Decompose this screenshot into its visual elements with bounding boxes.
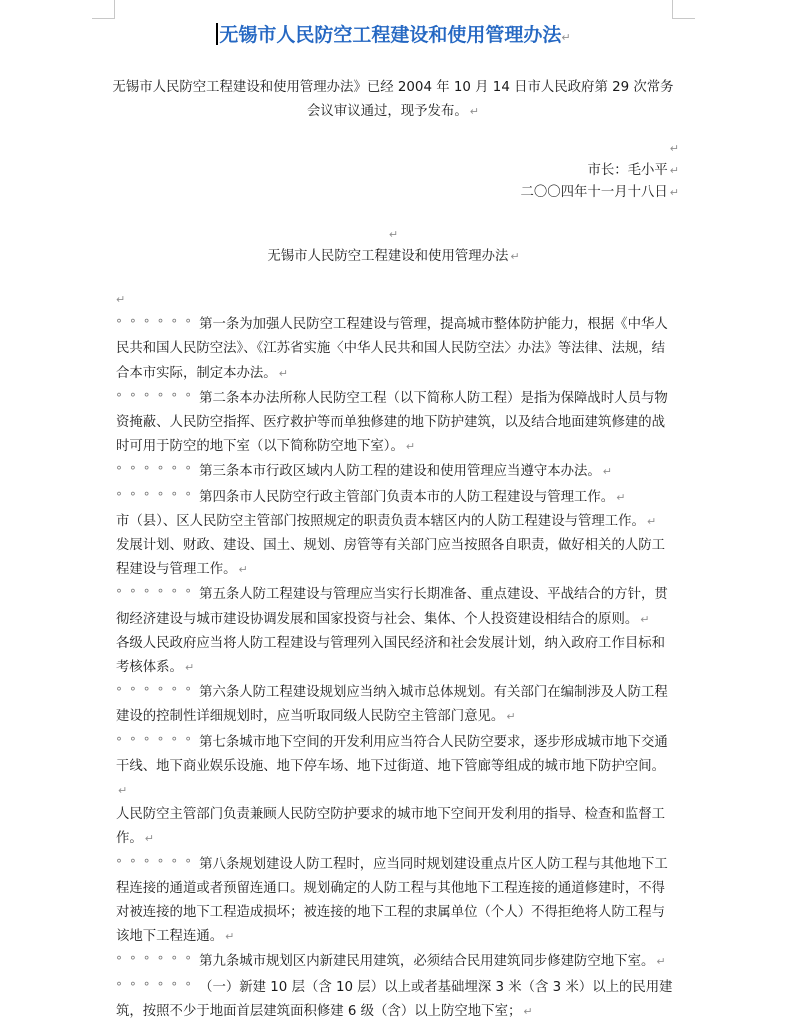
paragraph-mark: ↵ [523,1004,533,1018]
paragraph-mark: ↵ [656,955,666,969]
page-corner-mark-left [92,0,115,19]
paragraph-text: 市（县）、区人民防空主管部门按照规定的职责负责本辖区内的人防工程建设与管理工作。 [116,513,645,529]
paragraph-text: 第二条本办法所称人民防空工程（以下简称人防工程）是指为保障战时人员与物资掩蔽、人民防空指挥、医疗救护等而单独修建的地下防护建筑，以及结合地面建筑修建的战时可用于防空的地下室（以下简称防空地下室）。 [116,390,668,455]
empty-paragraph[interactable] [116,288,676,312]
paragraph-mark: ↵ [225,930,235,944]
paragraph-text: 发展计划、财政、建设、国土、规划、房管等有关部门应当按照各自职责，做好相关的人防工程建设与管理工作。 [116,538,666,578]
article-4-clause-3[interactable] [116,534,676,582]
paragraph-mark: ↵ [278,366,288,380]
paragraph-text: 人民防空主管部门负责兼顾人民防空防护要求的城市地下空间开发利用的指导、检查和监督工作。 [116,807,666,847]
article-2[interactable] [116,386,676,460]
signature: 市长：毛小平 [587,163,668,178]
paragraph-mark: ↵ [510,250,520,263]
article-9-item-1[interactable] [116,975,676,1024]
indent-marks: ° ° ° ° ° ° [116,489,194,504]
paragraph-text: 第五条人防工程建设与管理应当实行长期准备、重点建设、平战结合的方针，贯彻经济建设与城市建设协调发展和国家投资与社会、集体、个人投资建设相结合的原则。 [116,587,668,627]
paragraph-mark: ↵ [405,440,416,454]
article-3[interactable] [116,459,676,484]
article-5[interactable] [116,582,676,631]
intro-paragraph[interactable] [112,76,674,124]
paragraph-mark: ↵ [116,293,126,306]
paragraph-text: 各级人民政府应当将人防工程建设与管理列入国民经济和社会发展计划，纳入政府工作目标和考核体系。 [116,635,666,676]
indent-marks: ° ° ° ° ° ° [116,390,194,405]
document-subtitle: 无锡市人民防空工程建设和使用管理办法 [267,249,509,264]
article-4[interactable] [116,485,676,510]
paragraph-text: 第四条市人民防空行政主管部门负责本市的人防工程建设与管理工作。 [199,489,615,505]
paragraph-mark: ↵ [238,563,248,577]
indent-marks: ° ° ° ° ° ° [116,685,194,700]
date-line[interactable] [520,182,679,204]
indent-marks: ° ° ° ° ° ° [116,856,194,871]
paragraph-mark: ↵ [388,228,399,241]
article-6[interactable] [116,680,676,729]
paragraph-text: 第一条为加强人民防空工程建设与管理，提高城市整体防护能力，根据《中华人民共和国人民防空法》、《江苏省实施〈中华人民共和国人民防空法〉办法》等法律、法规，结合本市实际，制定本办法。 [116,317,668,381]
paragraph-mark: ↵ [561,31,571,44]
empty-paragraph[interactable] [0,224,787,246]
subtitle-line[interactable] [0,246,787,268]
paragraph-mark: ↵ [640,612,650,626]
paragraph-mark: ↵ [669,186,679,199]
indent-marks: ° ° ° ° ° ° [116,464,194,479]
paragraph-mark: ↵ [602,465,613,479]
signature-line[interactable] [587,160,679,182]
document-title[interactable]: 无锡市人民防空工程建设和使用管理办法 [219,24,562,46]
paragraph-text: 第七条城市地下空间的开发利用应当符合人民防空要求，逐步形成城市地下交通干线、地下商业娱乐设施、地下停车场、地下过街道、地下管廊等组成的城市地下防护空间。 [116,734,668,774]
paragraph-mark: ↵ [184,661,195,675]
article-9[interactable] [116,949,676,974]
indent-marks: ° ° ° ° ° ° [116,954,194,969]
paragraph-mark: ↵ [669,164,679,177]
paragraph-text: （一）新建 10 层（含 10 层）以上或者基础埋深 3 米（含 3 米）以上的民用建筑，按照不少于地面首层建筑面积修建 6 级（含）以上防空地下室； [116,979,673,1019]
article-7-clause-2[interactable] [116,803,676,851]
paragraph-mark: ↵ [616,490,626,504]
intro-text: 无锡市人民防空工程建设和使用管理办法》已经 2004 年 10 月 14 日市人民政府第 29 次常务会议审议通过，现予发布。 [112,80,674,119]
article-4-clause-2[interactable] [116,510,676,534]
paragraph-mark: ↵ [646,514,657,528]
document-title-line [0,20,787,53]
paragraph-mark: ↵ [669,142,679,155]
article-8[interactable] [116,852,676,950]
document-body [116,288,676,1024]
paragraph-mark: ↵ [144,832,154,846]
paragraph-text: 第六条人防工程建设规划应当纳入城市总体规划。有关部门在编制涉及人防工程建设的控制性详细规划时，应当听取同级人民防空主管部门意见。 [116,685,668,725]
paragraph-text: 第九条城市规划区内新建民用建筑，必须结合民用建筑同步修建防空地下室。 [199,954,655,970]
article-7[interactable] [116,730,676,804]
indent-marks: ° ° ° ° ° ° [116,587,194,602]
issue-date: 二〇〇四年十一月十八日 [520,185,668,200]
article-1[interactable] [116,312,676,386]
page-corner-mark-right [672,0,695,19]
empty-paragraph[interactable] [670,138,679,160]
indent-marks: ° ° ° ° ° ° [116,979,194,994]
indent-marks: ° ° ° ° ° ° [116,317,194,332]
paragraph-mark: ↵ [469,105,479,118]
article-5-clause-2[interactable] [116,632,676,680]
indent-marks: ° ° ° ° ° ° [116,734,194,749]
paragraph-mark: ↵ [506,710,516,724]
paragraph-text: 第三条本市行政区域内人防工程的建设和使用管理应当遵守本办法。 [199,464,601,480]
paragraph-mark: ↵ [118,784,128,798]
paragraph-text: 第八条规划建设人防工程时，应当同时规划建设重点片区人防工程与其他地下工程连接的通道或者预留连通口。规划确定的人防工程与其他地下工程连接的通道修建时，不得对被连接的地下工程造成损坏；被连接的地下工程的隶属单位（个人）不得拒绝将人防工程与该地下工程连通。 [116,856,668,945]
